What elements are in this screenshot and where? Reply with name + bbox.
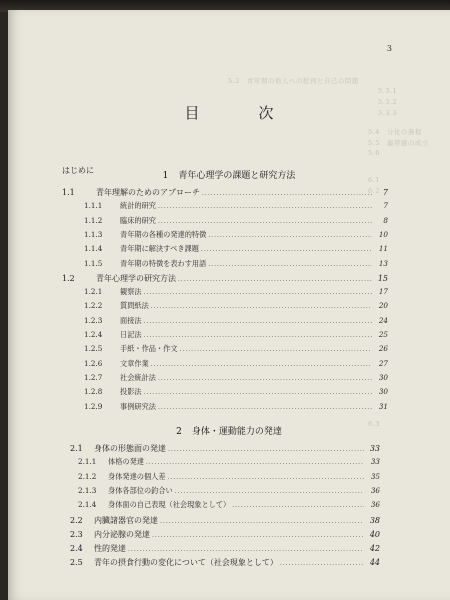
dot-leader xyxy=(178,276,372,283)
toc-entry xyxy=(84,201,388,211)
toc-entry xyxy=(84,330,388,340)
bleed-through-text: 5.5 連帯感の成立 xyxy=(368,139,429,147)
toc-entry-title: 臨床的研究 xyxy=(120,215,156,225)
toc-entry-title: 青年期の特徴を表わす用語 xyxy=(120,258,207,268)
toc-entry xyxy=(84,316,388,326)
toc-entry-title: 青年心理学の研究方法 xyxy=(96,273,176,283)
toc-entry-number: 1.2.7 xyxy=(84,372,103,382)
bleed-through-text: 6.2 xyxy=(368,187,380,195)
toc-entry-page: 36 xyxy=(370,500,380,510)
bleed-through-text: 6.3 xyxy=(368,420,380,428)
bleed-through-text: 5.6 xyxy=(368,149,380,157)
chapter-title: 青年心理学の課題と研究方法 xyxy=(178,171,296,181)
toc-entry-title: 身体各部位の釣合い xyxy=(108,485,173,495)
toc-entry xyxy=(84,387,388,397)
dot-leader xyxy=(202,190,372,197)
toc-entry xyxy=(84,287,388,297)
toc-entry-title: 観察法 xyxy=(120,287,142,297)
toc-entry-title: 青年期に解決すべき課題 xyxy=(120,244,199,254)
toc-entry xyxy=(84,402,388,412)
toc-entry-title: 身体発達の個人差 xyxy=(108,471,166,481)
dot-leader xyxy=(208,232,372,239)
chapter-number: 1 xyxy=(162,171,169,181)
toc-entry-page: 7 xyxy=(383,201,388,211)
bleed-through-text: 5.4 分化の過程 xyxy=(368,128,422,136)
toc-entry xyxy=(78,486,380,496)
toc-entry xyxy=(78,457,380,467)
dot-leader xyxy=(144,318,372,325)
toc-entry-page: 15 xyxy=(377,273,388,283)
toc-entry-number: 1.1.5 xyxy=(84,258,103,268)
toc-entry-number: 2.1.4 xyxy=(78,500,97,510)
toc-entry-page: 30 xyxy=(378,372,388,382)
dot-leader xyxy=(152,532,364,539)
intro-entry: はじめに xyxy=(62,166,94,175)
toc-entry-title: 統計的研究 xyxy=(120,201,156,211)
toc-entry-title: 体格の発達 xyxy=(108,457,144,467)
toc-entry-page: 33 xyxy=(370,457,380,467)
bleed-through-text: 5.3.3 xyxy=(378,109,398,117)
toc-entry-number: 1.1.4 xyxy=(84,244,103,254)
chapter-heading xyxy=(8,168,450,181)
toc-entry-title: 青年理解のためのアプローチ xyxy=(96,188,200,197)
dot-leader xyxy=(158,404,372,411)
toc-entry-number: 1.2.2 xyxy=(84,301,103,311)
toc-entry-page: 30 xyxy=(378,387,388,397)
dot-leader xyxy=(208,261,372,268)
toc-entry xyxy=(70,529,380,540)
dot-leader xyxy=(232,502,364,509)
toc-entry-number: 1.2.8 xyxy=(84,387,103,397)
toc-entry-page: 13 xyxy=(378,258,388,268)
page-number: 3 xyxy=(386,44,392,53)
dot-leader xyxy=(144,332,372,339)
toc-entry-page: 7 xyxy=(382,188,388,197)
toc-entry xyxy=(84,244,388,254)
book-page xyxy=(8,10,450,600)
toc-entry-page: 42 xyxy=(369,544,380,554)
dot-leader xyxy=(158,375,372,382)
chapter-title: 身体・運動能力の発達 xyxy=(191,427,282,437)
toc-entry-title: 青年期の各種の発達的特徴 xyxy=(120,229,207,239)
dot-leader xyxy=(280,560,364,567)
toc-entry-page: 35 xyxy=(370,471,380,481)
toc-entry-number: 2.1.1 xyxy=(78,457,97,467)
toc-entry-page: 31 xyxy=(378,401,388,411)
toc-entry-title: 面接法 xyxy=(120,315,142,325)
toc-entry-number: 1.2.5 xyxy=(84,344,103,354)
toc-entry-title: 日記法 xyxy=(120,330,142,339)
toc-entry-title: 投影法 xyxy=(120,387,142,397)
toc-entry-page: 36 xyxy=(370,485,380,495)
toc-entry-title: 内分泌腺の発達 xyxy=(94,529,150,539)
toc-entry-number: 1.1.2 xyxy=(84,215,103,225)
toc-entry-number: 2.5 xyxy=(70,558,83,568)
toc-entry-page: 11 xyxy=(378,244,388,254)
toc-entry-number: 1.2.4 xyxy=(84,330,103,339)
toc-entry-page: 27 xyxy=(378,358,388,368)
toc-entry-title: 社会統計法 xyxy=(120,372,156,382)
toc-entry xyxy=(84,259,388,269)
toc-entry-page: 8 xyxy=(383,215,388,225)
toc-entry xyxy=(70,543,380,554)
toc-entry xyxy=(62,273,388,284)
toc-entry xyxy=(70,443,380,454)
toc-entry xyxy=(84,359,388,369)
toc-entry-number: 1.2.1 xyxy=(84,287,103,297)
toc-entry-number: 1.1.1 xyxy=(84,201,103,211)
toc-entry xyxy=(84,230,388,240)
toc-entry-title: 質問紙法 xyxy=(120,301,149,311)
toc-entry-number: 1.2.3 xyxy=(84,315,103,325)
dot-leader xyxy=(158,203,372,210)
toc-entry-page: 26 xyxy=(378,344,388,354)
dot-leader xyxy=(128,546,364,553)
toc-entry-number: 2.3 xyxy=(70,529,83,539)
toc-entry-number: 1.1 xyxy=(62,188,75,197)
dot-leader xyxy=(144,389,372,396)
toc-entry-page: 25 xyxy=(378,330,388,339)
toc-entry xyxy=(84,216,388,226)
chapter-heading xyxy=(8,424,450,437)
toc-entry-title: 事例研究法 xyxy=(120,401,156,411)
dot-leader xyxy=(151,303,372,310)
toc-entry-title: 文章作業 xyxy=(120,358,149,368)
dot-leader xyxy=(180,346,372,353)
toc-entry-title: 身体面の自己表現（社会現象として） xyxy=(108,500,231,510)
toc-entry-page: 17 xyxy=(378,287,388,297)
toc-entry xyxy=(84,301,388,311)
dot-leader xyxy=(168,474,364,481)
toc-entry-number: 2.4 xyxy=(70,544,83,554)
toc-entry xyxy=(62,187,388,198)
toc-entry-number: 1.1.3 xyxy=(84,229,103,239)
toc-entry-page: 20 xyxy=(378,301,388,311)
dot-leader xyxy=(168,446,364,453)
bleed-through-text: 5.3.1 xyxy=(378,87,398,95)
toc-entry-page: 44 xyxy=(369,558,380,568)
dot-leader xyxy=(151,361,372,368)
page-title: 目 次 xyxy=(184,104,296,122)
toc-entry-number: 1.2 xyxy=(62,273,75,283)
dot-leader xyxy=(144,289,372,296)
toc-entry xyxy=(84,373,388,383)
bleed-through-text: 5.3.2 xyxy=(378,98,398,106)
toc-entry xyxy=(84,344,388,354)
chapter-number: 2 xyxy=(176,427,182,437)
dot-leader xyxy=(175,488,364,495)
toc-entry xyxy=(70,557,380,568)
toc-entry-title: 身体の形態面の発達 xyxy=(94,444,166,453)
toc-entry xyxy=(78,500,380,510)
toc-entry-number: 2.1.2 xyxy=(78,471,97,481)
toc-entry-page: 33 xyxy=(369,444,380,453)
toc-entry-title: 性的発達 xyxy=(94,544,126,554)
toc-entry xyxy=(70,515,380,526)
dot-leader xyxy=(201,246,372,253)
toc-entry-page: 10 xyxy=(378,229,388,239)
toc-entry-page: 24 xyxy=(378,315,388,325)
toc-entry-page: 40 xyxy=(369,529,380,539)
dot-leader xyxy=(158,218,372,225)
toc-entry-title: 手紙・作品・作文 xyxy=(120,344,178,354)
toc-entry xyxy=(78,472,380,482)
toc-entry-number: 1.2.6 xyxy=(84,358,103,368)
toc-entry-number: 2.1.3 xyxy=(78,485,97,495)
toc-entry-number: 2.1 xyxy=(70,444,83,453)
dot-leader xyxy=(146,459,364,466)
dot-leader xyxy=(160,518,364,525)
bleed-through-text: 6.1 xyxy=(368,176,380,184)
toc-entry-number: 2.2 xyxy=(70,515,83,525)
toc-entry-title: 内臓諸器官の発達 xyxy=(94,515,158,525)
toc-entry-number: 1.2.9 xyxy=(84,401,103,411)
toc-entry-page: 38 xyxy=(369,515,380,525)
toc-entry-title: 青年の摂食行動の変化について（社会現象として） xyxy=(94,558,278,568)
bleed-through-text: 5.2 青年期の他人への批判と自己の問題 xyxy=(228,77,359,85)
